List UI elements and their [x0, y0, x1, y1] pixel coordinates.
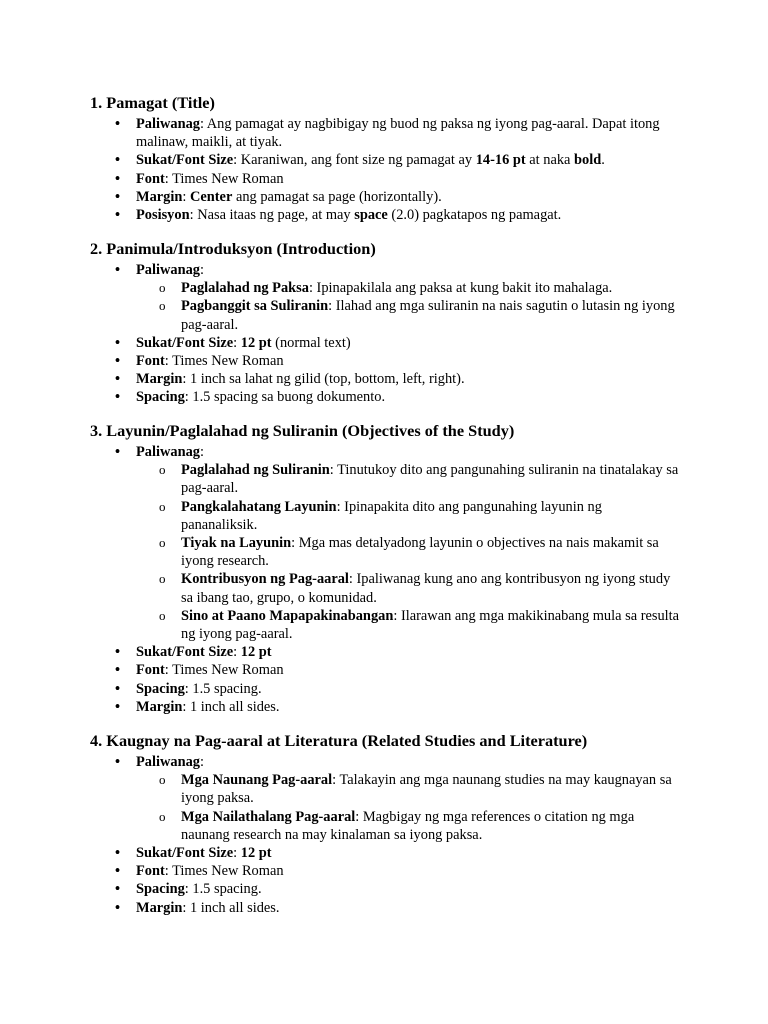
list-item [90, 643, 680, 661]
list-item [90, 443, 680, 643]
bullet-icon: • [115, 881, 121, 898]
item-text: : Ilahad ang mga suliranin na nais sagutin o lutasin ng iyong pag-aaral. [181, 298, 675, 333]
item-label: Font [136, 662, 165, 679]
sub-list-item [136, 461, 680, 497]
sub-list [136, 279, 680, 334]
circle-bullet-icon: o [159, 462, 166, 478]
item-label: Margin [136, 188, 183, 205]
bullet-list [90, 753, 680, 917]
list-item [90, 115, 680, 151]
item-label: Sukat/Font Size [136, 644, 234, 661]
list-item [90, 352, 680, 370]
sub-list-item [136, 771, 680, 807]
item-text: : [199, 444, 204, 460]
section-heading: 4. Kaugnay na Pag-aaral at Literatura (Related Studies and Literature) [90, 731, 588, 750]
list-item [90, 844, 680, 862]
item-label: Paliwanag [136, 754, 200, 770]
item-text: : Karaniwan, ang font size ng pamagat ay [233, 152, 476, 169]
item-label: Spacing [136, 881, 185, 898]
bullet-icon: • [115, 754, 121, 770]
item-label: Margin [136, 698, 183, 715]
bullet-list [90, 443, 680, 716]
item-text: : Magbigay ng mga references o citation ng mga naunang research na may kinalaman sa iyong paksa. [181, 808, 635, 843]
sub-list-item [136, 297, 680, 333]
list-item [90, 753, 680, 844]
item-text: . [601, 152, 605, 169]
item-text: : 1.5 spacing. [184, 881, 262, 898]
item-label: Sukat/Font Size [136, 845, 234, 862]
sub-list-item [136, 534, 680, 570]
item-label: Spacing [136, 680, 185, 697]
item-label: Sukat/Font Size [136, 152, 234, 169]
item-label: Paliwanag [136, 444, 200, 460]
circle-bullet-icon: o [159, 808, 166, 824]
section-title [90, 93, 680, 224]
item-text: ang pamagat sa page (horizontally). [232, 188, 442, 205]
item-text: : [233, 644, 241, 661]
bullet-icon: • [115, 662, 121, 679]
item-label: Margin [136, 371, 183, 388]
list-item [90, 206, 680, 224]
section-objectives [90, 421, 680, 716]
bullet-icon: • [115, 116, 121, 132]
bullet-icon: • [115, 262, 121, 278]
item-text: : Ipinapakilala ang paksa at kung bakit ito mahalaga. [308, 280, 613, 297]
bullet-icon: • [115, 389, 121, 406]
list-item [90, 880, 680, 898]
item-text: : Ang pamagat ay nagbibigay ng buod ng paksa ng iyong pag-aaral. Dapat itong malinaw, maikli, at tiyak. [136, 116, 660, 151]
bullet-icon: • [115, 334, 121, 351]
bullet-icon: • [115, 680, 121, 697]
item-text: : Ipaliwanag kung ano ang kontribusyon ng iyong study sa ibang tao, grupo, o komunidad. [181, 571, 671, 606]
section-heading: 2. Panimula/Introduksyon (Introduction) [90, 239, 376, 258]
item-label: Sino at Paano Mapapakinabangan [181, 607, 394, 624]
sub-list [136, 771, 680, 844]
bullet-icon: • [115, 444, 121, 460]
bullet-list [90, 115, 680, 224]
circle-bullet-icon: o [159, 571, 166, 587]
item-label: Font [136, 863, 165, 880]
list-item [90, 151, 680, 169]
item-label: Font [136, 353, 165, 370]
item-text: : Ipinapakita dito ang pangunahing layunin ng pananaliksik. [181, 498, 602, 533]
circle-bullet-icon: o [159, 607, 166, 623]
bullet-icon: • [115, 698, 121, 715]
item-text: : Tinutukoy dito ang pangunahing suliranin na tinatalakay sa pag-aaral. [181, 462, 679, 497]
item-emphasis: 12 pt [240, 845, 272, 862]
item-text: : [233, 845, 241, 862]
bullet-icon: • [115, 188, 121, 205]
item-text: : [199, 754, 204, 770]
item-emphasis: bold [574, 152, 602, 169]
item-label: Posisyon [136, 207, 190, 224]
section-introduction [90, 239, 680, 407]
sub-list-item [136, 808, 680, 844]
bullet-icon: • [115, 353, 121, 370]
item-text: : Talakayin ang mga naunang studies na may kaugnayan sa iyong paksa. [181, 772, 672, 807]
item-emphasis: 12 pt [240, 644, 272, 661]
bullet-icon: • [115, 644, 121, 661]
section-heading: 1. Pamagat (Title) [90, 93, 215, 112]
sub-list-item [136, 498, 680, 534]
sub-list-item [136, 607, 680, 643]
item-emphasis: space [354, 207, 388, 224]
item-text: : 1 inch sa lahat ng gilid (top, bottom, left, right). [182, 371, 465, 388]
circle-bullet-icon: o [159, 535, 166, 551]
item-text: : [182, 188, 190, 205]
circle-bullet-icon: o [159, 298, 166, 314]
bullet-icon: • [115, 371, 121, 388]
item-label: Paglalahad ng Suliranin [181, 462, 330, 479]
item-label: Mga Nailathalang Pag-aaral [181, 808, 356, 825]
bullet-icon: • [115, 207, 121, 224]
list-item [90, 334, 680, 352]
list-item [90, 899, 680, 917]
list-item [90, 698, 680, 716]
bullet-icon: • [115, 863, 121, 880]
item-label: Font [136, 170, 165, 187]
bullet-icon: • [115, 152, 121, 169]
item-text: (normal text) [271, 334, 351, 351]
item-text: : Ilarawan ang mga makikinabang mula sa resulta ng iyong pag-aaral. [181, 607, 680, 643]
circle-bullet-icon: o [159, 280, 166, 296]
item-label: Kontribusyon ng Pag-aaral [181, 571, 349, 588]
item-label: Paliwanag [136, 262, 200, 278]
item-emphasis: 12 pt [240, 334, 272, 351]
item-text: : [199, 262, 204, 278]
list-item [90, 261, 680, 334]
item-label: Mga Naunang Pag-aaral [181, 772, 333, 789]
item-text: (2.0) pagkatapos ng pamagat. [387, 207, 562, 224]
bullet-icon: • [115, 170, 121, 187]
bullet-list [90, 261, 680, 407]
item-text: : 1 inch all sides. [182, 698, 280, 715]
item-emphasis: 14-16 pt [475, 152, 526, 169]
list-item [90, 170, 680, 188]
list-item [90, 862, 680, 880]
item-text: at naka [525, 152, 575, 169]
item-text: : Nasa itaas ng page, at may [189, 207, 355, 224]
bullet-icon: • [115, 899, 121, 916]
item-emphasis: Center [189, 188, 233, 205]
item-label: Paliwanag [136, 116, 200, 132]
item-label: Margin [136, 899, 183, 916]
bullet-icon: • [115, 845, 121, 862]
item-label: Paglalahad ng Paksa [181, 280, 309, 297]
item-text: : 1.5 spacing sa buong dokumento. [184, 389, 386, 406]
circle-bullet-icon: o [159, 498, 166, 514]
circle-bullet-icon: o [159, 772, 166, 788]
item-text: : 1.5 spacing. [184, 680, 262, 697]
item-text: : Times New Roman [164, 353, 284, 370]
sub-list-item [136, 570, 680, 606]
section-heading: 3. Layunin/Paglalahad ng Suliranin (Objectives of the Study) [90, 421, 515, 440]
sub-list-item [136, 279, 680, 297]
item-text: : Times New Roman [164, 662, 284, 679]
item-text: : Times New Roman [164, 170, 284, 187]
item-label: Spacing [136, 389, 185, 406]
item-text: : Times New Roman [164, 863, 284, 880]
list-item [90, 388, 680, 406]
item-text: : 1 inch all sides. [182, 899, 280, 916]
item-text: : Mga mas detalyadong layunin o objectives na nais makamit sa iyong research. [181, 535, 659, 570]
list-item [90, 188, 680, 206]
list-item [90, 680, 680, 698]
item-text: : [233, 334, 241, 351]
item-label: Pangkalahatang Layunin [181, 498, 337, 515]
item-label: Sukat/Font Size [136, 334, 234, 351]
list-item [90, 370, 680, 388]
item-label: Tiyak na Layunin [181, 535, 292, 552]
sub-list [136, 461, 680, 643]
section-related-studies [90, 731, 680, 917]
list-item [90, 661, 680, 679]
item-label: Pagbanggit sa Suliranin [181, 298, 329, 315]
